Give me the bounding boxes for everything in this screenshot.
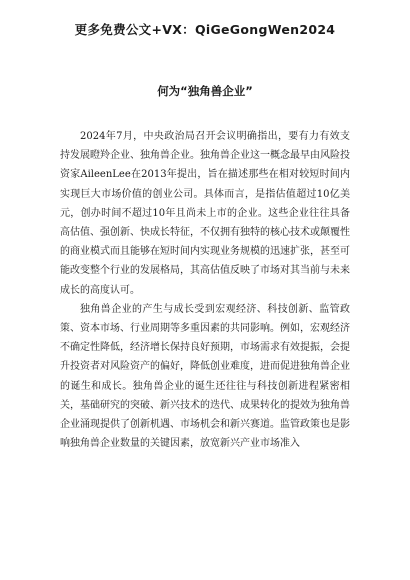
document-title: 何为“独角兽企业”: [157, 84, 253, 98]
page-header: 更多免费公文+VX：QiGeGongWen2024: [74, 22, 336, 37]
paragraph: 2024年7月，中央政治局召开会议明确指出，要有力有效支持发展瞪羚企业、独角兽企业。独角兽企业这一概念最早由风险投资家AileenLee在2013年提出，旨在描述那些在相对较短时间内实现巨大市场价值的创业公司。具体而言，是指估值超过10亿美元，创办时间不超过10年且尚未上市的企业。这些企业往往具备高估值、强创新、快成长特征，不仅拥有独特的核心技术或颠覆性的商业模式而且能够在短时间内实现业务规模的迅速扩张，甚至可能改变整个行业的发展格局，其高估值反映了市场对其当前与未来成长的高度认可。: [60, 131, 350, 296]
document-body: [60, 127, 350, 453]
paragraph: 独角兽企业的产生与成长受到宏观经济、科技创新、监管政策、资本市场、行业周期等多重因素的共同影响。例如，宏观经济不确定性降低，经济增长保持良好预期，市场需求有效提振，会提升投资者对风险资产的偏好，降低创业难度，进而促进独角兽企业的诞生和成长。独角兽企业的诞生还往往与科技创新进程紧密相关，基础研究的突破、新兴技术的迭代、成果转化的提效为独角兽企业涌现提供了创新机遇、市场机会和新兴赛道。监管政策也是影响独角兽企业数量的关键因素，放宽新兴产业市场准入: [60, 303, 350, 450]
